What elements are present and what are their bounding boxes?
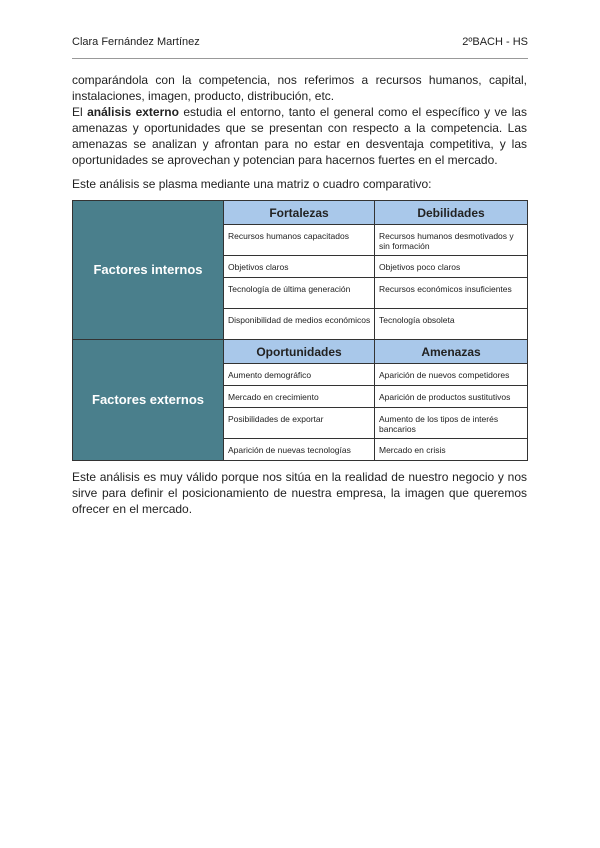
opportunity-cell: Aparición de nuevas tecnologías [224,439,375,461]
paragraph-2-post: estudia el entorno, tanto el general como el específico y ve las amenazas y oportunidades que se presentan con respecto a la competencia. Las amenazas se analizan y afrontan para no estar en desventaja competitiva, y las oportunidades se aprovechan y potencian para hacernos fuertes en el mercado. [72,105,527,167]
paragraph-3: Este análisis se plasma mediante una matriz o cuadro comparativo: [72,177,432,191]
header-divider [72,58,528,59]
strength-cell: Tecnología de última generación [224,278,375,309]
strength-cell: Disponibilidad de medios económicos [224,309,375,340]
opportunity-cell: Posibilidades de exportar [224,408,375,439]
weakness-cell: Recursos humanos desmotivados y sin formación [375,225,528,256]
paragraph-2-bold: análisis externo [87,105,179,119]
author-name: Clara Fernández Martínez [72,36,200,48]
threat-cell: Aumento de los tipos de interés bancarios [375,408,528,439]
course-label: 2ºBACH - HS [462,36,528,48]
weakness-cell: Objetivos poco claros [375,256,528,278]
strength-cell: Objetivos claros [224,256,375,278]
external-header-row [73,340,528,364]
paragraph-1: comparándola con la competencia, nos referimos a recursos humanos, capital, instalaciones, imagen, producto, distribución, etc. [72,73,527,103]
page-header [72,36,528,48]
paragraph-2 [72,104,527,168]
threats-header: Amenazas [375,340,528,364]
opportunities-header: Oportunidades [224,340,375,364]
internal-factors-label: Factores internos [73,201,224,340]
weakness-cell: Recursos económicos insuficientes [375,278,528,309]
internal-header-row [73,201,528,225]
opportunity-cell: Aumento demográfico [224,364,375,386]
paragraph-2-pre: El [72,105,88,119]
swot-matrix [72,200,528,461]
weaknesses-header: Debilidades [375,201,528,225]
document-body [72,72,527,517]
strengths-header: Fortalezas [224,201,375,225]
strength-cell: Recursos humanos capacitados [224,225,375,256]
weakness-cell: Tecnología obsoleta [375,309,528,340]
paragraph-4: Este análisis es muy válido porque nos sitúa en la realidad de nuestro negocio y nos sirve para definir el posicionamiento de nuestra empresa, la imagen que queremos ofrecer en el mercado. [72,470,527,516]
external-factors-label: Factores externos [73,340,224,461]
opportunity-cell: Mercado en crecimiento [224,386,375,408]
threat-cell: Mercado en crisis [375,439,528,461]
threat-cell: Aparición de nuevos competidores [375,364,528,386]
threat-cell: Aparición de productos sustitutivos [375,386,528,408]
